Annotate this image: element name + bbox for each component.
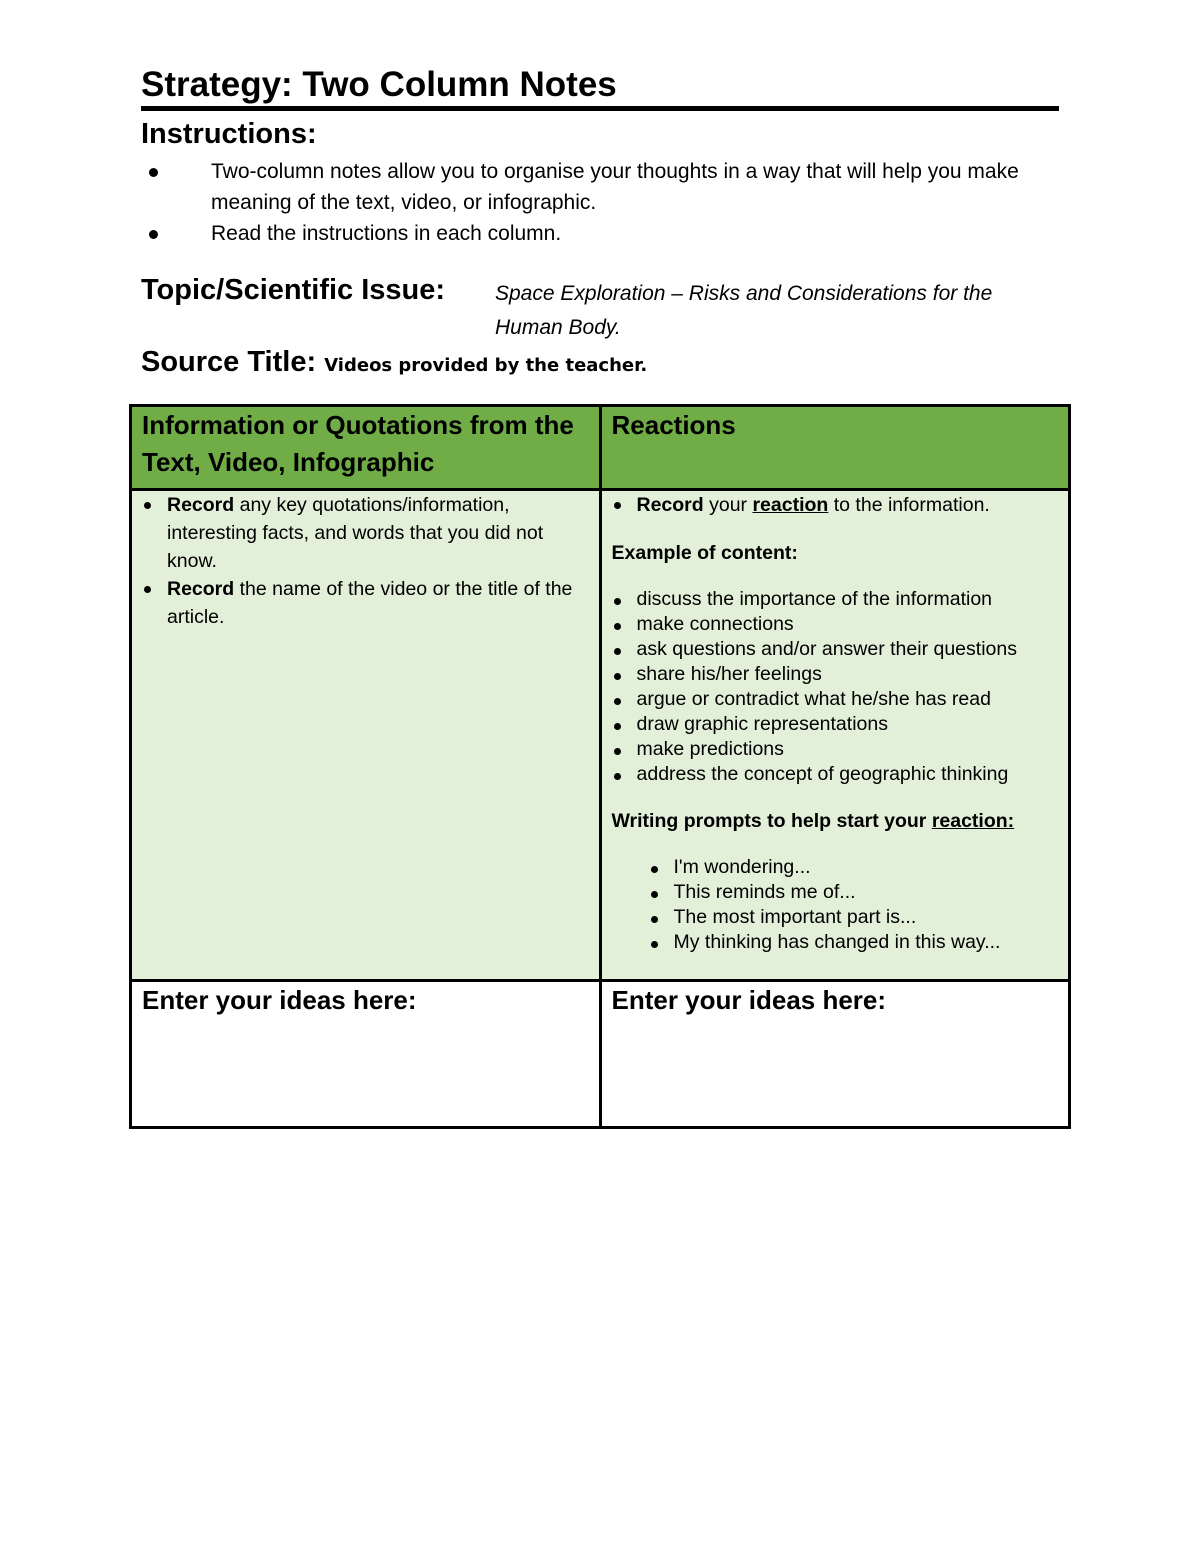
source-label: Source Title:	[141, 346, 317, 378]
left-entry-label: Enter your ideas here:	[142, 985, 417, 1015]
prompts-heading: Writing prompts to help start your reaction:	[611, 810, 1015, 832]
list-item: argue or contradict what he/she has read	[612, 687, 1059, 712]
left-header: Information or Quotations from the Text, Video, Infographic	[142, 410, 574, 477]
example-list	[612, 587, 1059, 787]
list-item: Record any key quotations/information, interesting facts, and words that you did not know.	[142, 491, 589, 575]
list-item: ask questions and/or answer their questions	[612, 637, 1059, 662]
list-item: share his/her feelings	[612, 662, 1059, 687]
list-item: address the concept of geographic thinking	[612, 762, 1059, 787]
bullet-icon	[614, 773, 621, 780]
source-title	[141, 344, 647, 384]
list-item: Record your reaction to the information.	[612, 491, 1059, 519]
right-first-list	[612, 491, 1059, 519]
left-header-cell	[131, 406, 601, 490]
left-entry-cell[interactable]	[131, 981, 601, 1128]
list-item: Two-column notes allow you to organise your thoughts in a way that will help you make meaning of the text, video, or infographic.	[141, 156, 1061, 218]
bullet-icon	[614, 698, 621, 705]
list-item: Record the name of the video or the title of the article.	[142, 575, 589, 631]
bullet-icon	[614, 623, 621, 630]
topic-value: Space Exploration – Risks and Considerations for the Human Body.	[495, 282, 993, 339]
right-entry-label: Enter your ideas here:	[611, 985, 887, 1015]
notes-table	[129, 404, 1071, 1129]
bullet-icon	[651, 941, 658, 948]
right-header: Reactions	[611, 410, 736, 440]
list-item: discuss the importance of the information	[612, 587, 1059, 612]
left-instructions-cell	[131, 490, 601, 981]
bullet-icon	[614, 723, 621, 730]
bullet-icon	[614, 673, 621, 680]
instructions-row	[131, 490, 1070, 981]
right-header-cell	[600, 406, 1070, 490]
bullet-icon	[614, 748, 621, 755]
bullet-icon	[144, 502, 151, 509]
bullet-icon	[651, 891, 658, 898]
list-item: My thinking has changed in this way...	[649, 930, 1059, 955]
table-header-row	[131, 406, 1070, 490]
bullet-icon	[149, 230, 158, 239]
list-item: This reminds me of...	[649, 880, 1059, 905]
entry-row	[131, 981, 1070, 1128]
source-value: Videos provided by the teacher.	[324, 355, 648, 376]
instructions-heading: Instructions:	[141, 118, 317, 150]
bullet-icon	[144, 586, 151, 593]
list-item: Read the instructions in each column.	[141, 218, 1061, 249]
prompts-list	[612, 855, 1059, 955]
list-item: make connections	[612, 612, 1059, 637]
list-item: make predictions	[612, 737, 1059, 762]
list-item: I'm wondering...	[649, 855, 1059, 880]
bullet-icon	[614, 598, 621, 605]
right-entry-cell[interactable]	[600, 981, 1070, 1128]
page-title: Strategy: Two Column Notes	[141, 64, 1059, 111]
bullet-icon	[149, 168, 158, 177]
list-item: draw graphic representations	[612, 712, 1059, 737]
instructions-list	[141, 156, 1061, 249]
topic-label: Topic/Scientific Issue:	[141, 274, 446, 306]
bullet-icon	[614, 648, 621, 655]
bullet-icon	[614, 502, 621, 509]
right-instructions-cell	[600, 490, 1070, 981]
list-item: The most important part is...	[649, 905, 1059, 930]
left-instructions-list	[142, 491, 589, 631]
bullet-icon	[651, 916, 658, 923]
bullet-icon	[651, 866, 658, 873]
example-heading: Example of content:	[611, 542, 798, 564]
